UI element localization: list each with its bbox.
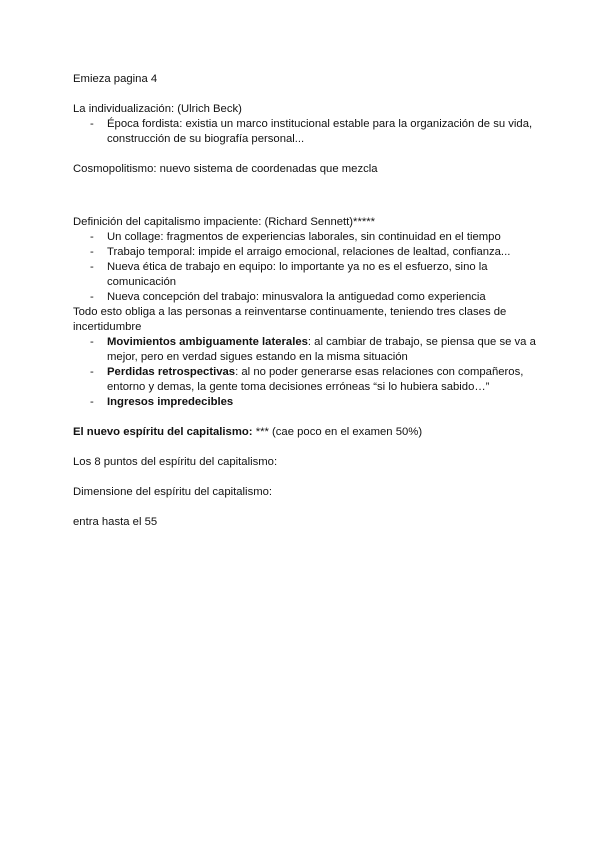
page-marker: Emieza pagina 4 bbox=[73, 73, 158, 85]
document-page bbox=[73, 72, 543, 530]
dash-marker: - bbox=[90, 396, 94, 408]
list-item bbox=[73, 245, 543, 260]
ocho-puntos-line: Los 8 puntos del espíritu del capitalismo: bbox=[73, 456, 278, 468]
dash-marker: - bbox=[90, 231, 94, 243]
dash-marker: - bbox=[90, 118, 94, 130]
list-item-text: Un collage: fragmentos de experiencias laborales, sin continuidad en el tiempo bbox=[107, 231, 501, 243]
list-item-text: Nueva ética de trabajo en equipo: lo importante ya no es el esfuerzo, sino la comunicación bbox=[107, 261, 488, 288]
list-item bbox=[73, 290, 543, 305]
list-item bbox=[73, 260, 543, 290]
nuevo-espiritu-bold: El nuevo espíritu del capitalismo: bbox=[73, 426, 253, 438]
dimension-line: Dimensione del espíritu del capitalismo: bbox=[73, 486, 273, 498]
list-item-text: Época fordista: existia un marco institucional estable para la organización de su vida, construcción de su biografía personal... bbox=[107, 118, 533, 145]
individualizacion-list bbox=[73, 117, 543, 147]
dash-marker: - bbox=[90, 291, 94, 303]
incertidumbre-list bbox=[73, 335, 543, 410]
capitalismo-impaciente-title: Definición del capitalismo impaciente: (Richard Sennett)***** bbox=[73, 216, 376, 228]
list-item-text: : al cambiar de trabajo, se piensa que se va a mejor, pero en verdad sigues estando en la misma situación bbox=[107, 336, 536, 363]
entra-hasta-line: entra hasta el 55 bbox=[73, 516, 158, 528]
nuevo-espiritu-heading bbox=[73, 425, 543, 440]
list-item bbox=[73, 335, 543, 365]
dash-marker: - bbox=[90, 366, 94, 378]
individualizacion-title: La individualización: (Ulrich Beck) bbox=[73, 103, 242, 115]
list-item-text: Nueva concepción del trabajo: minusvalora la antiguedad como experiencia bbox=[107, 291, 486, 303]
list-item bbox=[73, 230, 543, 245]
list-item bbox=[73, 365, 543, 395]
dash-marker: - bbox=[90, 261, 94, 273]
cosmopolitismo-line: Cosmopolitismo: nuevo sistema de coordenadas que mezcla bbox=[73, 163, 378, 175]
dash-marker: - bbox=[90, 246, 94, 258]
list-item-text: Trabajo temporal: impide el arraigo emocional, relaciones de lealtad, confianza... bbox=[107, 246, 511, 258]
incertidumbre-summary: Todo esto obliga a las personas a reinventarse continuamente, teniendo tres clases de incertidumbre bbox=[73, 306, 507, 333]
list-item-text: : al no poder generarse esas relaciones con compañeros, entorno y demas, la gente toma decisiones erróneas “si lo hubiera sabido…” bbox=[107, 366, 524, 393]
list-item bbox=[73, 117, 543, 147]
nuevo-espiritu-note: *** (cae poco en el examen 50%) bbox=[255, 426, 423, 438]
list-item-bold-term: Ingresos impredecibles bbox=[107, 396, 234, 408]
list-item-bold-term: Movimientos ambiguamente laterales bbox=[107, 336, 308, 348]
capitalismo-impaciente-list bbox=[73, 230, 543, 305]
list-item-bold-term: Perdidas retrospectivas bbox=[107, 366, 236, 378]
dash-marker: - bbox=[90, 336, 94, 348]
list-item bbox=[73, 395, 543, 410]
